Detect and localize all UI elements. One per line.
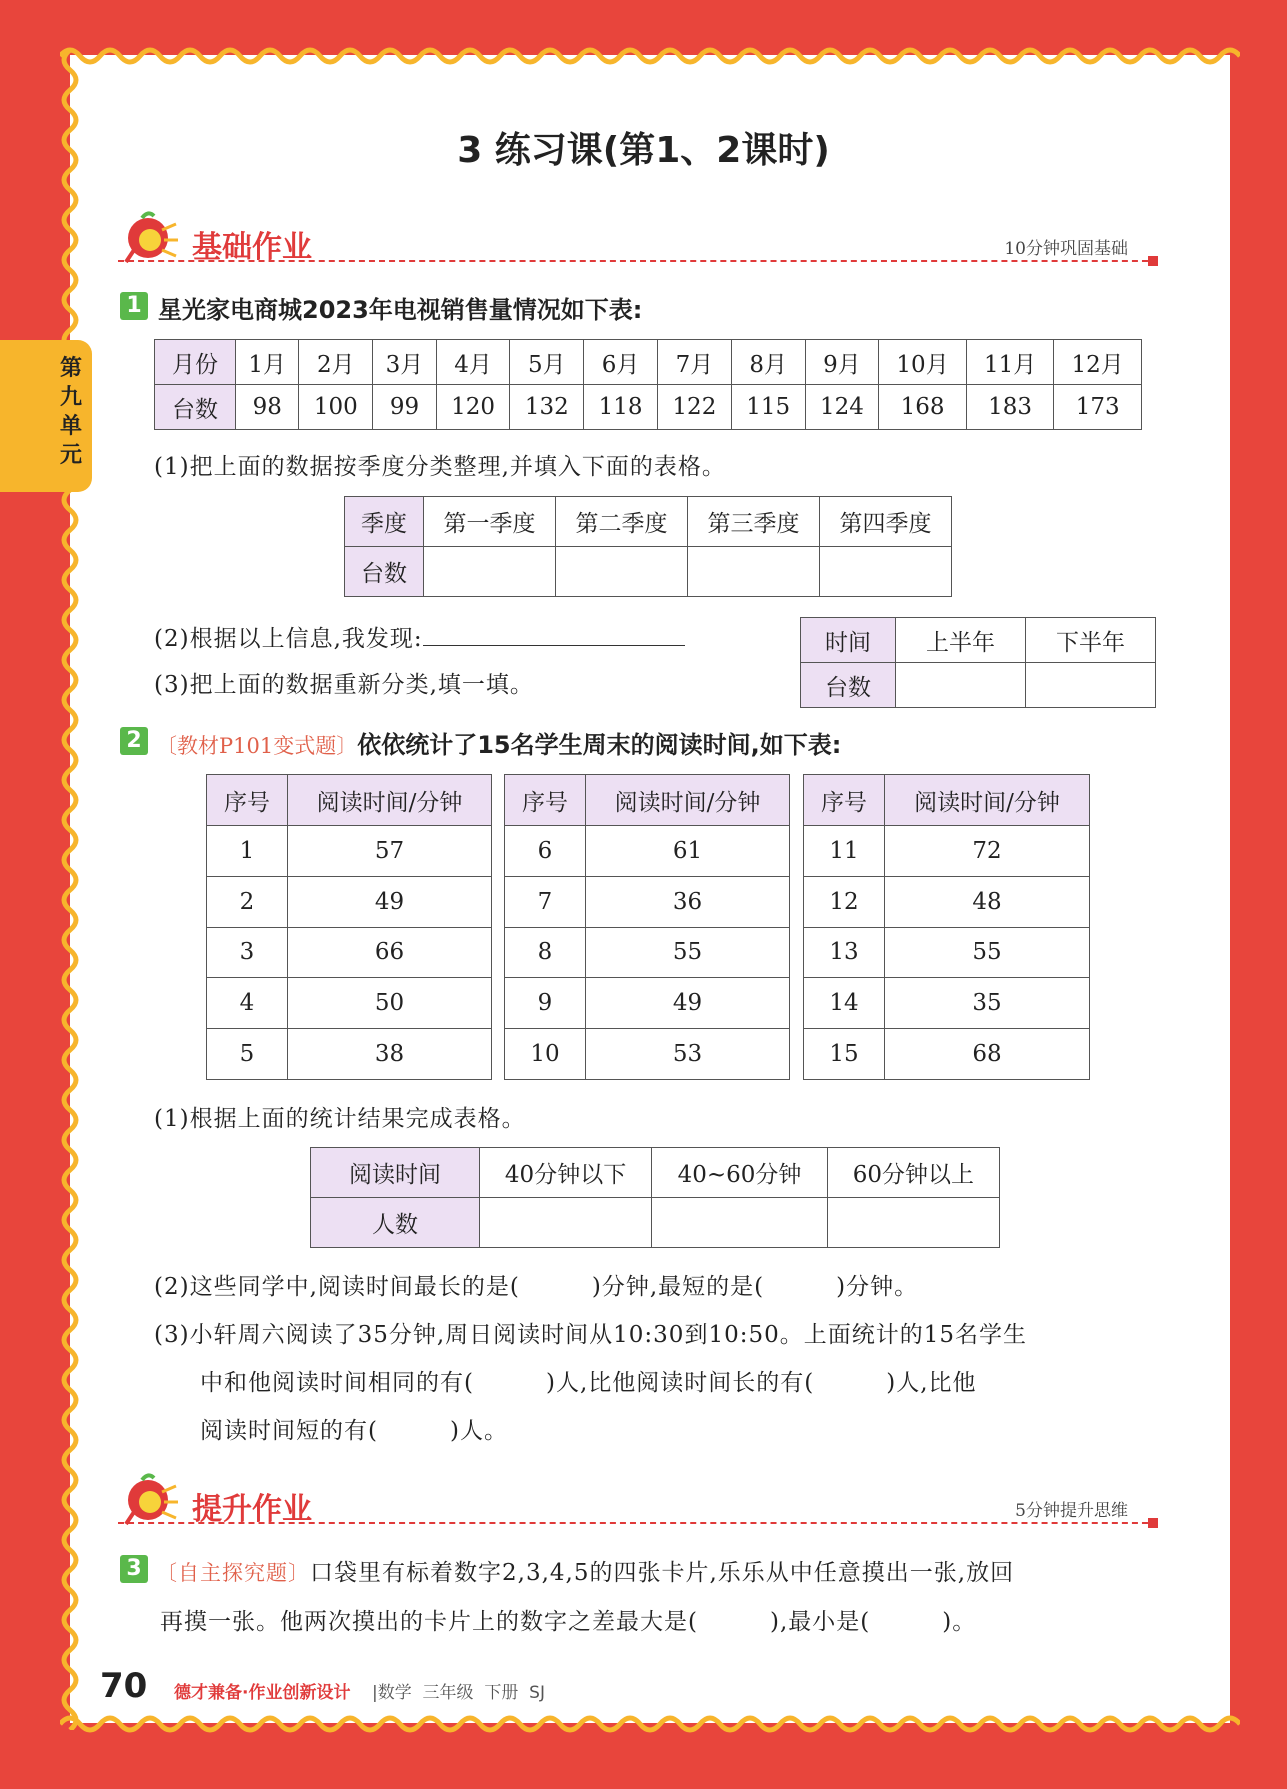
time-cell: 53: [586, 1029, 790, 1080]
col-header-time: 阅读时间/分钟: [288, 775, 492, 826]
id-cell: 11: [804, 826, 885, 877]
id-cell: 14: [804, 978, 885, 1029]
sales-table: [154, 339, 1142, 430]
count-cell: 99: [373, 385, 436, 430]
col-header-id: 序号: [505, 775, 586, 826]
reading-table-group-3: [803, 774, 1090, 1080]
wavy-border-top: [60, 38, 1240, 68]
count-cell: 118: [584, 385, 658, 430]
page-title: 3 练习课(第1、2课时): [457, 130, 830, 171]
section-note-advanced: 5分钟提升思维: [1015, 1501, 1128, 1521]
section-divider: [118, 1522, 1158, 1524]
question-2-body: 依依统计了15名学生周末的阅读时间,如下表:: [357, 731, 842, 759]
answer-cell[interactable]: [827, 1198, 999, 1248]
id-cell: 5: [207, 1029, 288, 1080]
question-2-text: [156, 725, 841, 760]
id-cell: 3: [207, 927, 288, 978]
question-1-text: 星光家电商城2023年电视销售量情况如下表:: [158, 296, 643, 324]
season-cell: 第二季度: [556, 497, 688, 547]
section-divider: [118, 260, 1158, 262]
count-cell: 173: [1054, 385, 1142, 430]
id-cell: 2: [207, 876, 288, 927]
time-cell: 55: [586, 927, 790, 978]
q1-sub1: (1)把上面的数据按季度分类整理,并填入下面的表格。: [154, 454, 726, 480]
month-cell: 2月: [299, 340, 373, 385]
id-cell: 15: [804, 1029, 885, 1080]
answer-cell[interactable]: [688, 547, 820, 597]
month-cell: 1月: [236, 340, 299, 385]
q1-sub2-text: (2)根据以上信息,我发现:: [154, 626, 423, 652]
time-cell: 35: [885, 978, 1090, 1029]
time-cell: 48: [885, 876, 1090, 927]
count-cell: 120: [436, 385, 510, 430]
class-cell: 40分钟以下: [480, 1148, 652, 1198]
count-cell: 115: [731, 385, 805, 430]
unit-tab: [0, 340, 92, 492]
season-table-row-count: 台数: [345, 547, 424, 597]
sales-table-header-month: 月份: [155, 340, 236, 385]
count-cell: 168: [879, 385, 967, 430]
month-cell: 9月: [805, 340, 879, 385]
count-cell: 100: [299, 385, 373, 430]
time-cell: 72: [885, 826, 1090, 877]
month-cell: 4月: [436, 340, 510, 385]
id-cell: 10: [505, 1029, 586, 1080]
month-cell: 7月: [658, 340, 732, 385]
section-divider-end: [1148, 256, 1158, 266]
answer-cell[interactable]: [652, 1198, 828, 1248]
class-table: [310, 1147, 1000, 1248]
answer-cell[interactable]: [480, 1198, 652, 1248]
half-cell: 上半年: [896, 618, 1026, 663]
time-cell: 68: [885, 1029, 1090, 1080]
time-cell: 61: [586, 826, 790, 877]
wavy-border-left: [48, 50, 84, 1730]
half-year-table: [800, 617, 1156, 708]
col-header-time: 阅读时间/分钟: [586, 775, 790, 826]
reading-table-group-1: [206, 774, 492, 1080]
col-header-time: 阅读时间/分钟: [885, 775, 1090, 826]
page-number: 70: [100, 1666, 148, 1706]
id-cell: 13: [804, 927, 885, 978]
col-header-id: 序号: [804, 775, 885, 826]
time-cell: 36: [586, 876, 790, 927]
id-cell: 12: [804, 876, 885, 927]
section-header-advanced: [118, 1472, 1158, 1536]
question-3-body: 口袋里有标着数字2,3,4,5的四张卡片,乐乐从中任意摸出一张,放回: [310, 1560, 1015, 1586]
count-cell: 124: [805, 385, 879, 430]
unit-tab-label: 第九单元: [59, 356, 82, 468]
section-divider-end: [1148, 1518, 1158, 1528]
id-cell: 8: [505, 927, 586, 978]
answer-cell[interactable]: [820, 547, 952, 597]
month-cell: 11月: [966, 340, 1054, 385]
question-number-2: 2: [120, 727, 148, 755]
answer-cell[interactable]: [556, 547, 688, 597]
section-title-basic: 基础作业: [192, 230, 312, 265]
q2-sub3-line1: (3)小轩周六阅读了35分钟,周日阅读时间从10:30到10:50。上面统计的15名学生: [154, 1322, 1027, 1348]
id-cell: 1: [207, 826, 288, 877]
q2-sub3-line3: 阅读时间短的有( )人。: [200, 1418, 508, 1444]
month-cell: 8月: [731, 340, 805, 385]
footer-brand: 德才兼备·作业创新设计: [174, 1683, 351, 1703]
answer-blank-line[interactable]: [423, 625, 685, 646]
answer-cell[interactable]: [424, 547, 556, 597]
q2-sub1: (1)根据上面的统计结果完成表格。: [154, 1106, 526, 1132]
question-3-line2: 再摸一张。他两次摸出的卡片上的数字之差最大是( ),最小是( )。: [160, 1609, 977, 1635]
count-cell: 122: [658, 385, 732, 430]
class-cell: 40~60分钟: [652, 1148, 828, 1198]
time-cell: 57: [288, 826, 492, 877]
season-cell: 第三季度: [688, 497, 820, 547]
month-cell: 6月: [584, 340, 658, 385]
time-cell: 49: [586, 978, 790, 1029]
q2-sub3-line2: 中和他阅读时间相同的有( )人,比他阅读时间长的有( )人,比他: [200, 1370, 977, 1396]
question-3-line1: [156, 1554, 1014, 1587]
time-cell: 66: [288, 927, 492, 978]
q1-sub2: [154, 620, 685, 653]
count-cell: 132: [510, 385, 584, 430]
question-number-1: 1: [120, 292, 148, 320]
section-title-advanced: 提升作业: [192, 1492, 312, 1527]
q2-sub2: (2)这些同学中,阅读时间最长的是( )分钟,最短的是( )分钟。: [154, 1274, 919, 1300]
count-cell: 98: [236, 385, 299, 430]
id-cell: 4: [207, 978, 288, 1029]
section-note-basic: 10分钟巩固基础: [1004, 239, 1128, 259]
question-number-3: 3: [120, 1555, 148, 1583]
season-cell: 第一季度: [424, 497, 556, 547]
answer-cell[interactable]: [1026, 663, 1156, 708]
id-cell: 7: [505, 876, 586, 927]
sales-table-header-count: 台数: [155, 385, 236, 430]
footer-info: |数学 三年级 下册 SJ: [372, 1683, 545, 1703]
class-cell: 60分钟以上: [827, 1148, 999, 1198]
class-table-row-count: 人数: [311, 1198, 480, 1248]
time-cell: 55: [885, 927, 1090, 978]
col-header-id: 序号: [207, 775, 288, 826]
half-table-header: 时间: [801, 618, 896, 663]
half-table-row-count: 台数: [801, 663, 896, 708]
season-table: [344, 496, 952, 597]
id-cell: 6: [505, 826, 586, 877]
half-cell: 下半年: [1026, 618, 1156, 663]
month-cell: 5月: [510, 340, 584, 385]
month-cell: 3月: [373, 340, 436, 385]
question-2-tag: 〔教材P101变式题〕: [156, 734, 358, 758]
time-cell: 50: [288, 978, 492, 1029]
question-3-tag: 〔自主探究题〕: [156, 1561, 310, 1585]
class-table-header: 阅读时间: [311, 1148, 480, 1198]
section-header-basic: [118, 210, 1158, 274]
season-cell: 第四季度: [820, 497, 952, 547]
reading-table-group-2: [504, 774, 790, 1080]
time-cell: 38: [288, 1029, 492, 1080]
count-cell: 183: [966, 385, 1054, 430]
season-table-header: 季度: [345, 497, 424, 547]
q1-sub3: (3)把上面的数据重新分类,填一填。: [154, 672, 534, 698]
month-cell: 12月: [1054, 340, 1142, 385]
time-cell: 49: [288, 876, 492, 927]
month-cell: 10月: [879, 340, 967, 385]
answer-cell[interactable]: [896, 663, 1026, 708]
wavy-border-bottom: [60, 1712, 1240, 1742]
id-cell: 9: [505, 978, 586, 1029]
